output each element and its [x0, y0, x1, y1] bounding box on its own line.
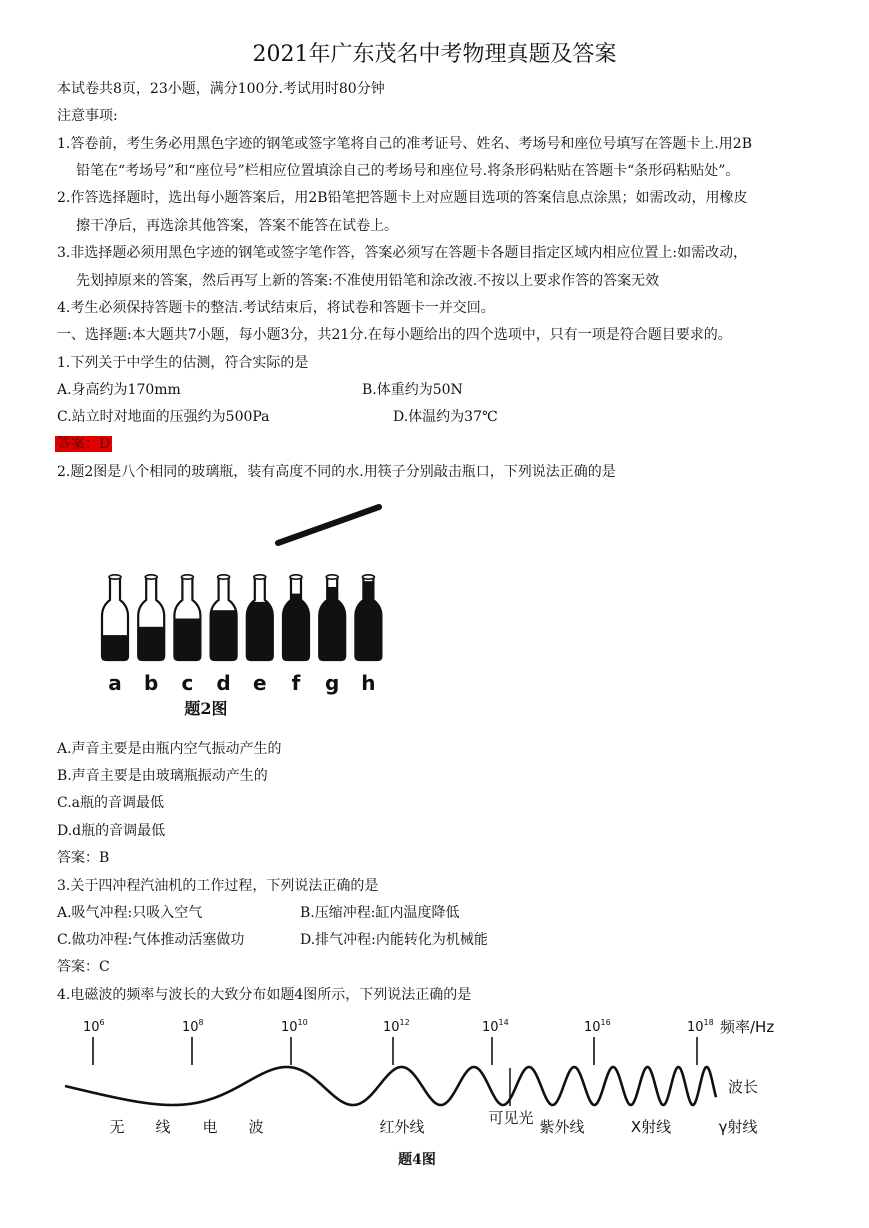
frequency-tick-label: $10^{10}$	[281, 1018, 308, 1035]
figure-2-caption: 题2图	[184, 699, 228, 718]
notice-1-line-2: 铅笔在“考场号”和“座位号”栏相应位置填涂自己的考场号和座位号.将条形码粘贴在答题卡“条形码粘贴处”。	[76, 163, 740, 179]
notice-2-line-2: 擦干净后，再选涂其他答案，答案不能答在试卷上。	[76, 218, 398, 234]
band-label: X射线	[630, 1118, 672, 1136]
q1-option-a: A.身高约为170mm	[57, 382, 181, 398]
bottle-label-d: d	[216, 671, 231, 695]
bottle-d	[209, 575, 239, 662]
bottle-e	[245, 575, 275, 662]
bottles-group	[100, 575, 383, 695]
bottle-g	[317, 575, 347, 662]
band-label: 线	[155, 1118, 171, 1136]
water-d	[209, 610, 239, 662]
frequency-tick-label: $10^6$	[83, 1018, 105, 1035]
bottle-label-g: g	[325, 671, 340, 695]
frequency-tick-label: $10^{14}$	[482, 1018, 509, 1035]
frequency-tick-1e6	[83, 1018, 105, 1065]
bottle-label-c: c	[181, 671, 194, 695]
q2-option-b: B.声音主要是由玻璃瓶振动产生的	[57, 768, 268, 784]
water-e	[245, 602, 275, 662]
q1-answer: 答案：D	[57, 436, 111, 452]
q3-option-b: B.压缩冲程:缸内温度降低	[300, 905, 460, 921]
frequency-tick-1e10	[281, 1018, 308, 1065]
band-label: 紫外线	[539, 1118, 585, 1136]
frequency-tick-label: $10^8$	[182, 1018, 204, 1035]
frequency-tick-1e14	[482, 1018, 509, 1065]
frequency-tick-label: $10^{12}$	[383, 1018, 410, 1035]
q3-option-c: C.做功冲程:气体推动活塞做功	[57, 932, 245, 948]
q2-option-d: D.d瓶的音调最低	[57, 823, 166, 839]
q3-answer: 答案：C	[57, 959, 110, 975]
bottle-a	[100, 575, 130, 662]
page-title: 2021年广东茂名中考物理真题及答案	[252, 42, 617, 67]
frequency-tick-label: $10^{16}$	[584, 1018, 611, 1035]
q1-stem: 1.下列关于中学生的估测，符合实际的是	[57, 355, 309, 371]
bottle-c	[172, 575, 202, 662]
water-f	[281, 594, 311, 662]
q2-option-a: A.声音主要是由瓶内空气振动产生的	[57, 741, 282, 757]
bottle-label-b: b	[144, 671, 159, 695]
chopstick	[278, 507, 379, 543]
q1-option-c: C.站立时对地面的压强约为500Pa	[57, 409, 270, 425]
q1-option-d: D.体温约为37℃	[393, 409, 498, 425]
band-labels	[109, 1109, 757, 1136]
notice-heading: 注意事项:	[57, 108, 118, 124]
wavelength-label: 波长	[728, 1078, 759, 1096]
water-a	[100, 635, 130, 662]
wavelength-wave	[65, 1067, 716, 1105]
exam-intro: 本试卷共8页，23小题，满分100分.考试用时80分钟	[57, 81, 385, 97]
band-label: 波	[248, 1118, 264, 1136]
q4-stem: 4.电磁波的频率与波长的大致分布如题4图所示，下列说法正确的是	[57, 987, 472, 1003]
bottle-label-f: f	[291, 671, 301, 695]
water-b	[136, 627, 166, 662]
bottle-label-e: e	[253, 671, 267, 695]
notice-3-line-1: 3.非选择题必须用黑色字迹的钢笔或签字笔作答，答案必须写在答题卡各题目指定区域内相应位置上:如需改动，	[57, 245, 748, 261]
band-label: γ射线	[718, 1118, 758, 1136]
bottle-label-h: h	[361, 671, 376, 695]
notice-1-line-1: 1.答卷前，考生务必用黑色字迹的钢笔或签字笔将自己的准考证号、姓名、考场号和座位号填写在答题卡上.用2B	[57, 136, 753, 152]
section-heading: 一、选择题:本大题共7小题，每小题3分，共21分.在每小题给出的四个选项中，只有一项是符合题目要求的。	[57, 327, 732, 343]
frequency-tick-1e8	[182, 1018, 204, 1065]
q2-answer: 答案：B	[57, 850, 110, 866]
notice-2-line-1: 2.作答选择题时，选出每小题答案后，用2B铅笔把答题卡上对应题目选项的答案信息点涂黑；如需改动，用橡皮	[57, 190, 748, 206]
frequency-ticks	[83, 1018, 714, 1065]
bottle-f	[281, 575, 311, 662]
frequency-tick-1e16	[584, 1018, 611, 1065]
frequency-tick-1e18	[687, 1018, 714, 1065]
frequency-tick-label: $10^{18}$	[687, 1018, 714, 1035]
q2-option-c: C.a瓶的音调最低	[57, 795, 165, 811]
frequency-axis-label: 频率/Hz	[720, 1018, 775, 1036]
water-h	[353, 581, 383, 662]
q2-stem: 2.题2图是八个相同的玻璃瓶，装有高度不同的水.用筷子分别敲击瓶口，下列说法正确的是	[57, 464, 616, 480]
bottle-h	[353, 575, 383, 662]
q1-option-b: B.体重约为50N	[362, 382, 463, 398]
frequency-tick-1e12	[383, 1018, 410, 1065]
band-label: 可见光	[488, 1109, 534, 1127]
water-c	[172, 619, 202, 663]
q3-stem: 3.关于四冲程汽油机的工作过程，下列说法正确的是	[57, 878, 379, 894]
band-label: 电	[202, 1118, 218, 1136]
q3-option-a: A.吸气冲程:只吸入空气	[57, 905, 203, 921]
notice-4: 4.考生必须保持答题卡的整洁.考试结束后，将试卷和答题卡一并交回。	[57, 300, 495, 316]
q3-option-d: D.排气冲程:内能转化为机械能	[300, 932, 488, 948]
notice-3-line-2: 先划掉原来的答案，然后再写上新的答案:不准使用铅笔和涂改液.不按以上要求作答的答案无效	[76, 273, 660, 289]
band-label: 红外线	[379, 1118, 425, 1136]
band-label: 无	[109, 1118, 125, 1136]
bottle-label-a: a	[108, 671, 122, 695]
q1-answer-highlight	[55, 434, 112, 454]
water-g	[317, 587, 347, 662]
figure-4-caption: 题4图	[398, 1152, 436, 1168]
bottle-b	[136, 575, 166, 662]
